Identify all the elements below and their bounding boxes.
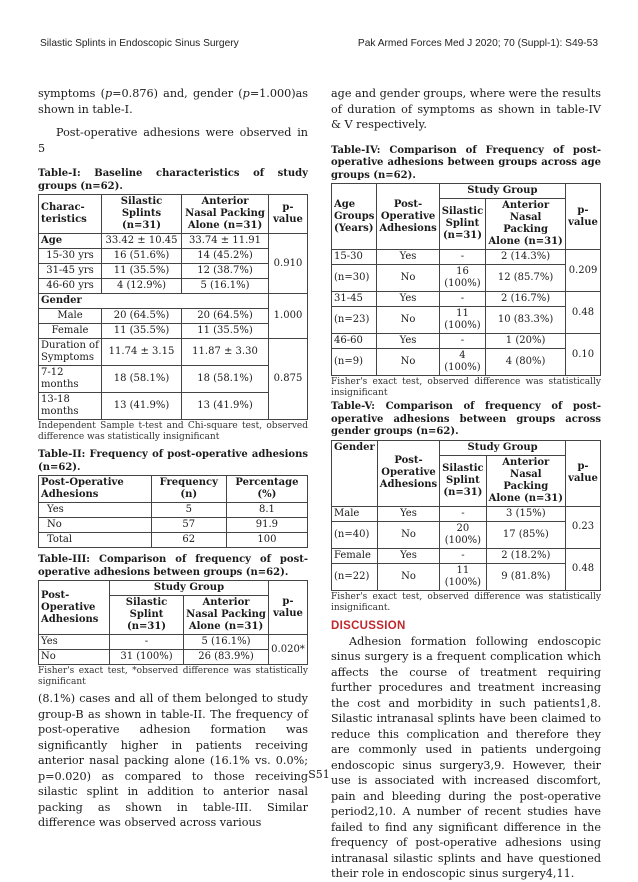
table-row: Age Groups (Years) Post-Operative Adhesions Study Group p-value: [332, 184, 601, 199]
table-row: Duration of Symptoms 11.74 ± 3.15 11.87 ± 3.30 0.875: [39, 339, 308, 366]
table3-note: Fisher's exact test, *observed difference was statistically significant: [38, 666, 308, 687]
table5: [331, 440, 601, 591]
table-row: No 57 91.9: [39, 518, 308, 533]
paragraph-results: (8.1%) cases and all of them belonged to study group-B as shown in table-II. The frequency of post-operative adhesion formation was significantly higher in patients receiving anterior nasal packing alone (16.1% vs. 0.0%; p=0.020) as compared to those receiving silastic splint in addition to anterior nasal packing as shown in table-III. Similar difference was observed across various: [38, 692, 308, 829]
table-row: Post-Operative Adhesions Frequency (n) Percentage (%): [39, 476, 308, 503]
table5-note: Fisher's exact test, observed difference was statistically insignificant.: [331, 591, 601, 613]
paragraph-discussion: Adhesion formation following endoscopic sinus surgery is a frequent complication which affects the course of treatment requiring further procedures and treatment increasing the cost and morbidity in such patients1,8. Silastic intranasal splints have been claimed to reduce this complication and therefore they are commonly used in patients undergoing endoscopic sinus surgery3,9. However, their use is associated with increased discomfort, pain and bleeding during the post-operative period2,10. A number of recent studies have failed to find any significant difference in the frequency of post-operative adhesions using intranasal silastic splints and have questioned their role in endoscopic sinus surgery4,11.: [331, 634, 601, 880]
table-row: Total 62 100: [39, 533, 308, 548]
table-row: Male 20 (64.5%) 20 (64.5%): [39, 309, 308, 324]
running-header-right: Pak Armed Forces Med J 2020; 70 (Suppl-1): S49-53: [357, 38, 598, 49]
table2: [38, 475, 308, 548]
table3: [38, 580, 308, 665]
table5-caption: Table-V: Comparison of frequency of post-operative adhesions between groups across gender groups (n=62).: [331, 401, 601, 437]
table-row: 7-12 months 18 (58.1%) 18 (58.1%): [39, 366, 308, 393]
table-row: 46-60 Yes - 1 (20%) 0.10: [332, 334, 601, 349]
table-row: Male Yes - 3 (15%) 0.23: [332, 506, 601, 521]
table-row: Gender 1.000: [39, 294, 308, 309]
table-row: 13-18 months 13 (41.9%) 13 (41.9%): [39, 393, 308, 420]
table-row: No 31 (100%) 26 (83.9%): [39, 650, 308, 665]
page-number: S51: [308, 768, 330, 781]
table-row: (n=9) No 4 (100%) 4 (80%): [332, 349, 601, 376]
table-row: 15-30 yrs 16 (51.6%) 14 (45.2%): [39, 249, 308, 264]
table-row: Silastic Splint (n=31) Anterior Nasal Packing Alone (n=31): [39, 596, 308, 635]
table-row: (n=23) No 11 (100%) 10 (83.3%): [332, 307, 601, 334]
right-column: [331, 86, 601, 882]
table-row: (n=22) No 11 (100%) 9 (81.8%): [332, 563, 601, 590]
table4-caption: Table-IV: Comparison of Frequency of post-operative adhesions between groups across age groups (n=62).: [331, 144, 601, 181]
table-row: 15-30 Yes - 2 (14.3%) 0.209: [332, 250, 601, 265]
table2-caption: Table-II: Frequency of post-operative adhesions (n=62).: [38, 449, 308, 473]
table-row: 31-45 yrs 11 (35.5%) 12 (38.7%): [39, 264, 308, 279]
table-row: Silastic Splint (n=31) Anterior Nasal Packing Alone (n=31): [332, 455, 601, 506]
running-header-left: Silastic Splints in Endoscopic Sinus Surgery: [40, 38, 239, 49]
table-row: Age 33.42 ± 10.45 33.74 ± 11.91 0.910: [39, 234, 308, 249]
table4-note: Fisher's exact test, observed difference was statistically insignificant: [331, 377, 601, 398]
table4: [331, 183, 601, 376]
discussion-heading: DISCUSSION: [331, 619, 406, 632]
paragraph-symptoms: symptoms (p=0.876) and, gender (p=1.000)as shown in table-I.: [38, 87, 308, 116]
table-row: 46-60 yrs 4 (12.9%) 5 (16.1%): [39, 279, 308, 294]
table-row: Charac-teristics Silastic Splints (n=31) Anterior Nasal Packing Alone (n=31) p-value: [39, 195, 308, 234]
paragraph-age-gender: age and gender groups, where were the results of duration of symptoms as shown in table-IV & V respectively.: [331, 87, 601, 131]
table1-caption: Table-I: Baseline characteristics of study groups (n=62).: [38, 168, 308, 192]
table-row: 31-45 Yes - 2 (16.7%) 0.48: [332, 292, 601, 307]
table-row: Silastic Splint (n=31) Anterior Nasal Packing Alone (n=31): [332, 199, 601, 250]
paragraph-adhesions-intro: Post-operative adhesions were observed in 5: [38, 126, 308, 155]
table-row: Yes - 5 (16.1%) 0.020*: [39, 635, 308, 650]
table-row: (n=40) No 20 (100%) 17 (85%): [332, 521, 601, 548]
table3-caption: Table-III: Comparison of frequency of post-operative adhesions between groups (n=62).: [38, 554, 308, 578]
table-row: Post-Operative Adhesions Study Group p-value: [39, 581, 308, 596]
table-row: Yes 5 8.1: [39, 503, 308, 518]
table-row: (n=30) No 16 (100%) 12 (85.7%): [332, 265, 601, 292]
table1: [38, 194, 308, 420]
table1-note: Independent Sample t-test and Chi-square test, observed difference was statistically insignificant: [38, 421, 308, 442]
table-row: Female 11 (35.5%) 11 (35.5%): [39, 324, 308, 339]
table-row: Gender Post-Operative Adhesions Study Group p-value: [332, 440, 601, 455]
left-column: [38, 86, 308, 831]
table-row: Female Yes - 2 (18.2%) 0.48: [332, 548, 601, 563]
